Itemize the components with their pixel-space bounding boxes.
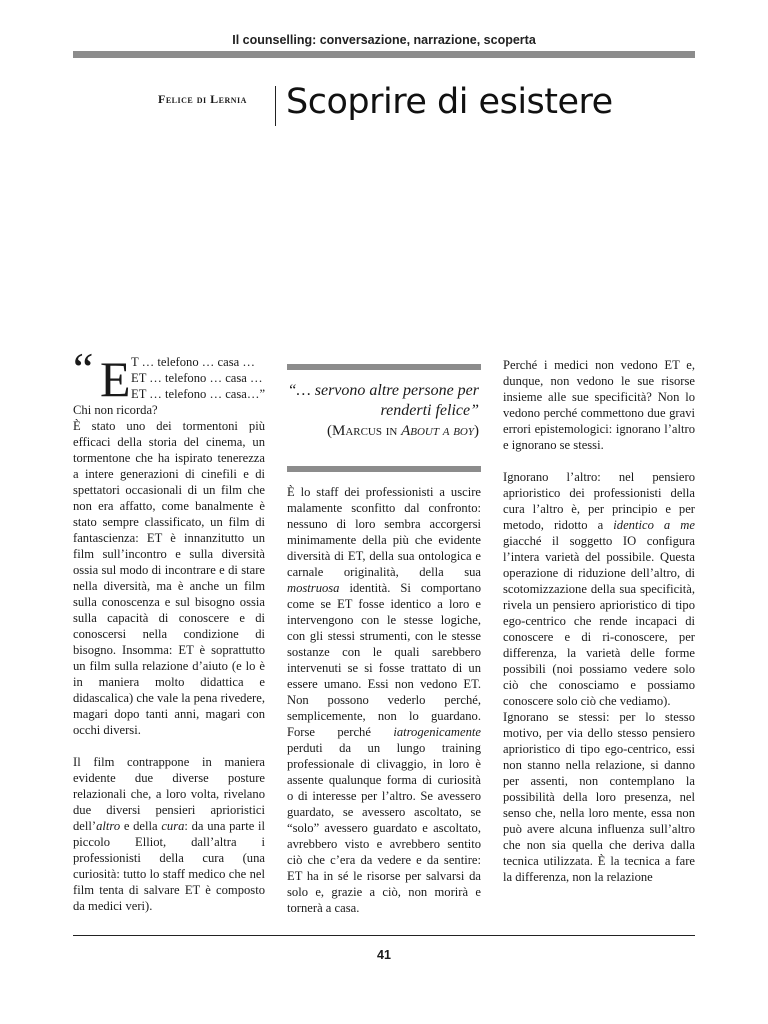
title-divider — [275, 86, 276, 126]
page-number: 41 — [377, 948, 391, 962]
paragraph: È stato uno dei tormentoni più efficaci della storia del cinema, un tormentone che ha ispirato tenerezza a intere generazioni di cinefili e di spettatori occasionali di un film che non era affatto, come banalmente è stato sempre classificato, un film di fantascienza: ET è innanzitutto un film sull’incontro e sulla diversità ossia sul modo di incontrare e di stare nella diversità, ma è anche un film sulla conoscenza e sul bisogno ossia sulla capacità di conoscere e di conoscersi nella condizione di bisogno. Insomma: ET è soprattutto un film sulla relazione d’aiuto (e lo è in maniera molto didattica e didascalica) che vale la pena rivedere, magari dopo tanti anni, magari con occhi diversi. — [73, 419, 265, 737]
paragraph: Perché i medici non vedono ET e, dunque, non vedono le sue risorse insieme alle sue specificità? Non lo vedono perché commettono due gravi errori epistemologici: ignorano l’altro e ignorano se stessi. — [503, 358, 695, 452]
pull-quote-source: (Marcus in About a boy) — [326, 423, 479, 439]
column-2 — [287, 484, 481, 916]
author-name: Felice di Lernia — [158, 92, 247, 106]
opening-line-2: ET … telefono … casa … — [131, 371, 263, 385]
running-head: Il counselling: conversazione, narrazione, scoperta — [232, 33, 536, 47]
opening-dropcap — [73, 343, 266, 418]
pull-quote-rule-top — [287, 364, 481, 370]
opening-line-1: T … telefono … casa … — [131, 355, 255, 369]
drop-cap-letter: E — [100, 351, 131, 407]
header-rule — [73, 51, 695, 58]
pull-quote-rule-bottom — [287, 466, 481, 472]
paragraph: Ignorano se stessi: per lo stesso motivo, per via dello stesso pensiero aprioristico di tipo ego-centrico, essi non stanno nella relazione, si danno per assenti, non contemplano la possibilità della loro presenza, nel senso che, nella loro mente, essa non può avere alcuna influenza sull’altro che non sia quella che deriva dalla tecnica utilizzata. È la tecnica a fare la differenza, non la relazione — [503, 710, 695, 884]
footer-rule — [73, 935, 695, 936]
column-3 — [503, 357, 695, 885]
paragraph: Il film contrappone in maniera evidente due diverse posture relazionali che, a loro volta, rivelano due diversi pensieri aprioristici dell’altro e della cura: da una parte il piccolo Elliot, dall’altra i professionisti della cura (una curiosità: tutto lo staff medico che nel film tenta di salvare ET è composto da medici veri). — [73, 755, 265, 913]
paragraph: Chi non ricorda? — [73, 403, 158, 417]
opening-quote-mark: “ — [73, 343, 94, 394]
pull-quote — [287, 364, 481, 441]
opening-line-3: ET … telefono … casa…” — [131, 387, 266, 401]
column-1 — [73, 343, 266, 914]
article-title: Scoprire di esistere — [286, 82, 613, 122]
pull-quote-text: “… servono altre persone per renderti felice” — [287, 382, 479, 419]
paragraph: Ignorano l’altro: nel pensiero aprioristico dei professionisti della cura l’altro è, per principio e per metodo, ridotto a identico a me giacché il soggetto IO configura l’intera varietà del possibile. Questa operazione di riduzione dell’altro, di scotomizzazione della sua specificità, rivela un pensiero aprioristico di tipo ego-centrico che rende incapaci di conoscere e di ri-conoscere, per differenza, la varietà delle forme possibili (noi possiamo vedere solo ciò che conosciamo e possiamo conoscere solo ciò che vediamo). — [503, 470, 695, 708]
paragraph: È lo staff dei professionisti a uscire malamente sconfitto dal confronto: nessuno di loro sembra accorgersi minimamente della più che evidente diversità di ET, della sua ontologica e carnale originalità, della sua mostruosa identità. Si comportano come se ET fosse identico a loro e intervengono con le stesse logiche, con gli stessi strumenti, con le stesse sostanze con le quali sarebbero intervenuti se si fosse trattato di un essere umano. Essi non vedono ET. Non possono vederlo perché, semplicemente, non lo guardano. Forse perché iatrogenicamente perduti da un lungo training professionale di clivaggio, in loro è assente qualunque forma di curiosità o di interesse per l’altro. Se avessero guardato, se avessero ascoltato, se “solo” avessero guardato e ascoltato, avrebbero visto e avrebbero sentito ciò che c’era da vedere e da sentire: ET ha in sé le risorse per salvarsi da solo e, grazie a ciò, non morirà e tornerà a casa. — [287, 485, 481, 915]
